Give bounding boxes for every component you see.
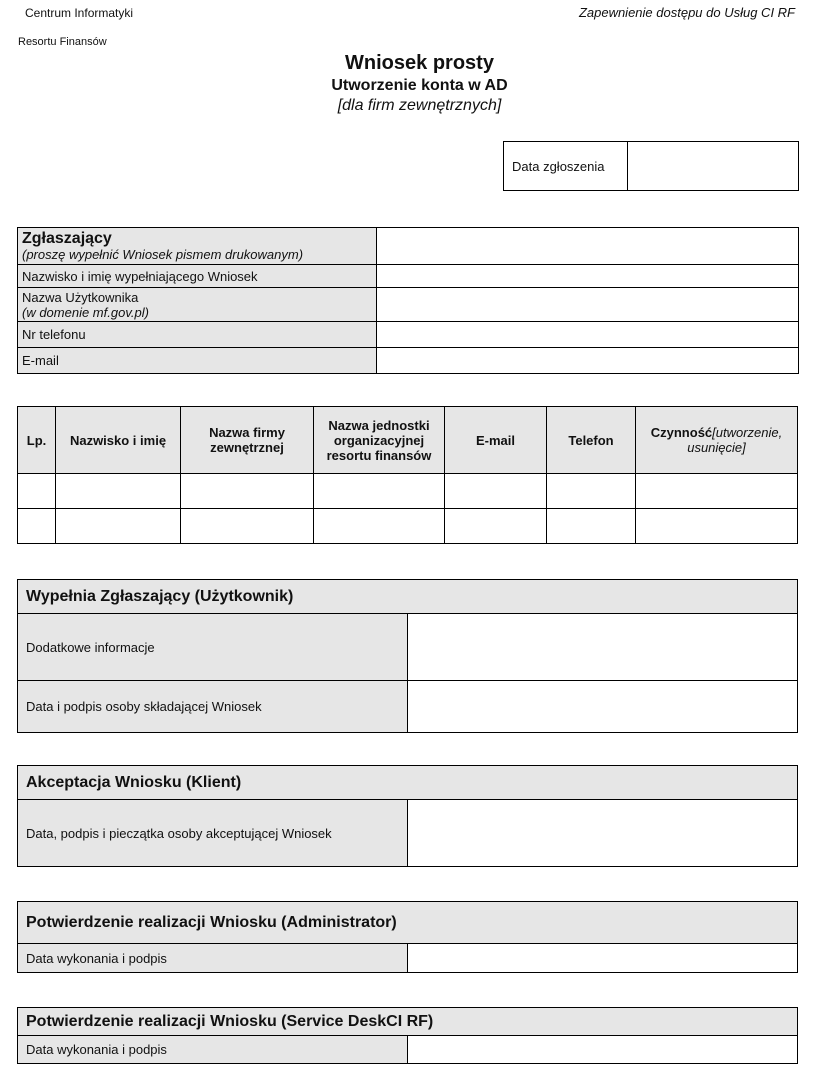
phone-label: Nr telefonu	[18, 322, 377, 348]
requester-heading-cell	[18, 228, 377, 265]
requester-field[interactable]	[377, 228, 799, 265]
form-subtitle: Utworzenie konta w AD	[331, 77, 508, 94]
service-name: Zapewnienie dostępu do Usług CI RF	[578, 5, 795, 20]
username-field[interactable]	[377, 288, 799, 322]
username-hint: (w domenie mf.gov.pl)	[22, 304, 149, 320]
col-phone: Telefon	[547, 407, 636, 474]
submission-date-field[interactable]	[628, 142, 799, 191]
admin-signature-label: Data wykonania i podpis	[18, 944, 408, 973]
username-label-cell	[18, 288, 377, 322]
servicedesk-signature-field[interactable]	[408, 1036, 798, 1064]
col-action-options: [utworzenie, usunięcie]	[687, 425, 783, 455]
organization-name: Centrum Informatyki	[25, 6, 134, 20]
form-title-block	[0, 50, 839, 116]
col-action-label: Czynność	[650, 425, 713, 440]
table-cell[interactable]	[547, 474, 636, 509]
table-cell[interactable]	[547, 509, 636, 544]
table-cell[interactable]	[314, 509, 445, 544]
admin-signature-field[interactable]	[408, 944, 798, 973]
table-cell[interactable]	[56, 509, 181, 544]
section-admin-confirmation	[17, 901, 798, 973]
table-cell[interactable]	[181, 474, 314, 509]
col-company: Nazwa firmy zewnętrznej	[181, 407, 314, 474]
col-org-unit: Nazwa jednostki organizacyjnej resortu finansów	[314, 407, 445, 474]
section-requester-fill-title: Wypełnia Zgłaszający (Użytkownik)	[18, 580, 798, 614]
section-servicedesk-confirmation	[17, 1007, 798, 1064]
requester-signature-label: Data i podpis osoby składającej Wniosek	[18, 681, 408, 733]
table-cell[interactable]	[181, 509, 314, 544]
table-row	[18, 474, 798, 509]
col-name: Nazwisko i imię	[56, 407, 181, 474]
table-cell[interactable]	[18, 474, 56, 509]
servicedesk-signature-label: Data wykonania i podpis	[18, 1036, 408, 1064]
form-audience-note: [dla firm zewnętrznych]	[337, 97, 502, 114]
phone-field[interactable]	[377, 322, 799, 348]
col-email: E-mail	[445, 407, 547, 474]
section-acceptance	[17, 765, 798, 867]
email-label: E-mail	[18, 348, 377, 374]
submission-date-box	[503, 141, 799, 191]
additional-info-label: Dodatkowe informacje	[18, 614, 408, 681]
section-admin-title: Potwierdzenie realizacji Wniosku (Administrator)	[18, 902, 798, 944]
organization-name-line2: Resortu Finansów	[18, 36, 107, 48]
section-acceptance-title: Akceptacja Wniosku (Klient)	[18, 766, 798, 800]
form-title: Wniosek prosty	[345, 52, 494, 74]
additional-info-field[interactable]	[408, 614, 798, 681]
requester-heading: Zgłaszający	[22, 229, 112, 247]
requester-table	[17, 227, 799, 374]
requester-hint: (proszę wypełnić Wniosek pismem drukowanym)	[22, 246, 304, 262]
section-requester-fill	[17, 579, 798, 733]
submission-date-label: Data zgłoszenia	[504, 142, 628, 191]
acceptor-signature-label: Data, podpis i pieczątka osoby akceptującej Wniosek	[18, 800, 408, 867]
table-cell[interactable]	[636, 474, 798, 509]
table-cell[interactable]	[18, 509, 56, 544]
table-cell[interactable]	[314, 474, 445, 509]
acceptor-signature-field[interactable]	[408, 800, 798, 867]
table-row	[18, 509, 798, 544]
table-cell[interactable]	[445, 474, 547, 509]
email-field[interactable]	[377, 348, 799, 374]
section-servicedesk-title: Potwierdzenie realizacji Wniosku (Service DeskCI RF)	[18, 1008, 798, 1036]
filler-name-label: Nazwisko i imię wypełniającego Wniosek	[18, 265, 377, 288]
users-table	[17, 406, 798, 544]
col-action	[636, 407, 798, 474]
table-cell[interactable]	[445, 509, 547, 544]
table-cell[interactable]	[636, 509, 798, 544]
col-lp: Lp.	[18, 407, 56, 474]
filler-name-field[interactable]	[377, 265, 799, 288]
requester-signature-field[interactable]	[408, 681, 798, 733]
username-label: Nazwa Użytkownika	[22, 289, 139, 305]
table-cell[interactable]	[56, 474, 181, 509]
